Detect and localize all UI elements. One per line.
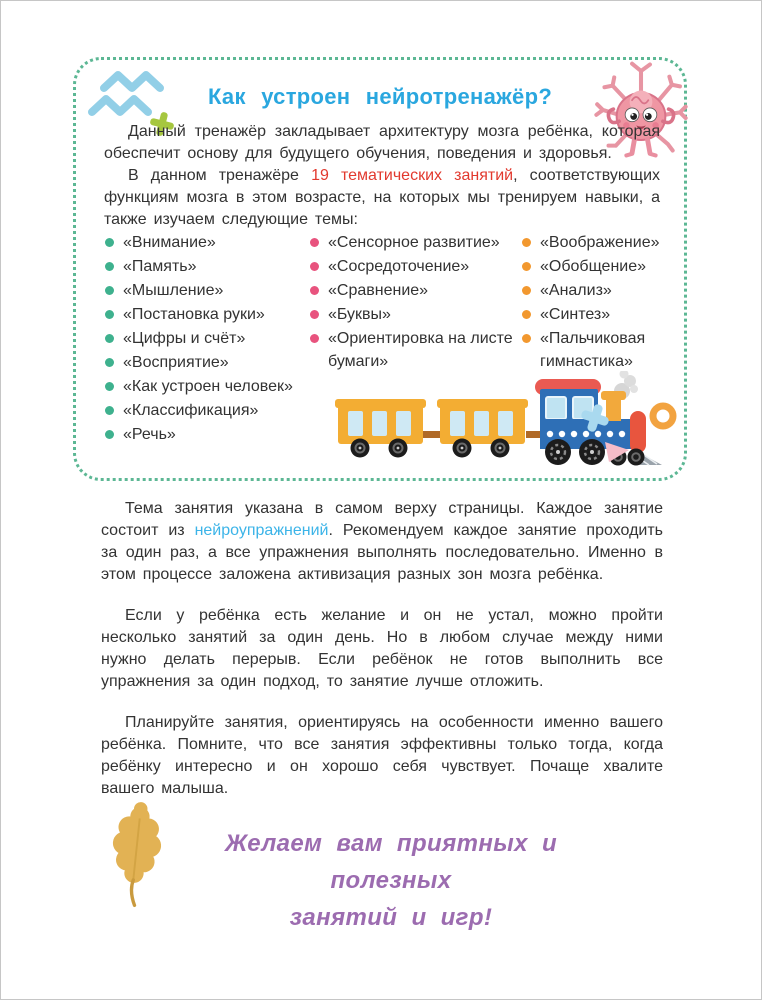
list-item: «Постановка руки»: [104, 303, 309, 326]
highlight-19-lessons: 19 тематических занятий: [311, 167, 514, 184]
bullet-icon: [310, 310, 319, 319]
list-item: «Классификация»: [104, 399, 309, 422]
bullet-icon: [522, 238, 531, 247]
oak-leaf-icon: [96, 794, 176, 914]
shapes-doodle-icon: [571, 396, 683, 466]
topics-column-teal: [104, 231, 309, 447]
list-item: «Цифры и счёт»: [104, 327, 309, 350]
bullet-icon: [105, 382, 114, 391]
bullet-icon: [105, 286, 114, 295]
bullet-icon: [105, 262, 114, 271]
bullet-icon: [310, 238, 319, 247]
bullet-icon: [522, 334, 531, 343]
list-item: «Обобщение»: [521, 255, 660, 278]
blue-plus-icon: [577, 400, 612, 435]
bullet-icon: [105, 406, 114, 415]
list-item: «Ориентировка на листе бумаги»: [309, 327, 521, 373]
closing-wish: Желаем вам приятных и полезных занятий и игр!: [224, 830, 558, 931]
topics-column-pink: [309, 231, 521, 374]
list-item: «Буквы»: [309, 303, 521, 326]
main-text: [101, 498, 663, 819]
pink-triangle-icon: [605, 442, 629, 462]
orange-ring-icon: [653, 406, 673, 426]
list-item: «Сосредоточение»: [309, 255, 521, 278]
list-item: «Воображение»: [521, 231, 660, 254]
list-item: «Сенсорное развитие»: [309, 231, 521, 254]
main-paragraph-2: Если у ребёнка есть желание и он не устал, можно пройти несколько занятий за один день. Но в любом случае между ними нужно делать перерыв. Если ребёнок не готов выполнить все упражнения за один подход, то занятие лучше отложить.: [101, 607, 663, 690]
highlight-neuro-exercises: нейроупражнений: [194, 522, 329, 539]
bullet-icon: [310, 334, 319, 343]
bullet-icon: [105, 430, 114, 439]
bullet-icon: [310, 286, 319, 295]
list-item: «Анализ»: [521, 279, 660, 302]
list-item: «Пальчиковая гимнастика»: [521, 327, 660, 373]
topics-column-orange: [521, 231, 660, 374]
bullet-icon: [105, 358, 114, 367]
list-item: «Память»: [104, 255, 309, 278]
list-item: «Синтез»: [521, 303, 660, 326]
bullet-icon: [105, 334, 114, 343]
bullet-icon: [310, 262, 319, 271]
bullet-icon: [522, 286, 531, 295]
main-paragraph-1: Тема занятия указана в самом верху страницы. Каждое занятие состоит из нейроупражнений. Рекомендуем каждое занятие проходить за один раз, а все упражнения выполнять последовательно. Именно в этом процессе заложена активизация разных зон мозга ребёнка.: [101, 500, 663, 583]
bullet-icon: [105, 310, 114, 319]
list-item: «Речь»: [104, 423, 309, 446]
list-item: «Сравнение»: [309, 279, 521, 302]
list-item: «Восприятие»: [104, 351, 309, 374]
bullet-icon: [522, 310, 531, 319]
page-title: Как устроен нейротренажёр?: [207, 84, 553, 109]
bullet-icon: [105, 238, 114, 247]
main-paragraph-3: Планируйте занятия, ориентируясь на особенности именно вашего ребёнка. Помните, что все занятия эффективны только тогда, когда ребёнку интересно и он хорошо себя чувствует. Почаще хвалите вашего малыша.: [101, 714, 663, 797]
intro-paragraph-2: В данном тренажёре 19 тематических занятий, соответствующих функциям мозга в этом возрасте, на которых мы тренируем навыки, а также изучаем следующие темы:: [104, 167, 661, 228]
list-item: «Мышление»: [104, 279, 309, 302]
intro-paragraph-1: Данный тренажёр закладывает архитектуру мозга ребёнка, которая обеспечит основу для будущего обучения, поведения и здоровья.: [104, 123, 660, 162]
intro-box: [73, 57, 687, 481]
list-item: «Внимание»: [104, 231, 309, 254]
list-item: «Как устроен человек»: [104, 375, 309, 398]
bullet-icon: [522, 262, 531, 271]
